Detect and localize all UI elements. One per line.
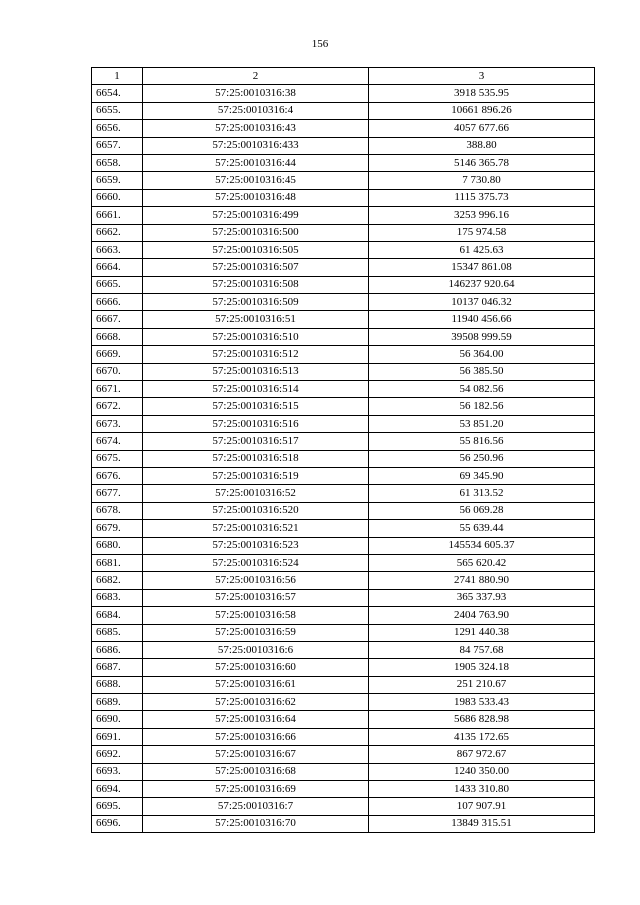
row-number-cell: 6673. xyxy=(92,415,143,432)
table-row xyxy=(92,694,595,711)
table-row xyxy=(92,554,595,571)
cadastral-number-cell: 57:25:0010316:4 xyxy=(143,102,369,119)
row-number-cell: 6680. xyxy=(92,537,143,554)
value-cell: 565 620.42 xyxy=(369,554,595,571)
value-cell: 1291 440.38 xyxy=(369,624,595,641)
table-row xyxy=(92,502,595,519)
column-header-3: 3 xyxy=(369,68,595,85)
value-cell: 146237 920.64 xyxy=(369,276,595,293)
row-number-cell: 6682. xyxy=(92,572,143,589)
cadastral-number-cell: 57:25:0010316:516 xyxy=(143,415,369,432)
cadastral-number-cell: 57:25:0010316:513 xyxy=(143,363,369,380)
value-cell: 69 345.90 xyxy=(369,467,595,484)
value-cell: 1905 324.18 xyxy=(369,659,595,676)
header-row xyxy=(92,68,595,85)
row-number-cell: 6694. xyxy=(92,781,143,798)
value-cell: 251 210.67 xyxy=(369,676,595,693)
table-row xyxy=(92,589,595,606)
table-row xyxy=(92,259,595,276)
cadastral-number-cell: 57:25:0010316:433 xyxy=(143,137,369,154)
cadastral-number-cell: 57:25:0010316:515 xyxy=(143,398,369,415)
cadastral-number-cell: 57:25:0010316:69 xyxy=(143,781,369,798)
table-row xyxy=(92,433,595,450)
cadastral-number-cell: 57:25:0010316:45 xyxy=(143,172,369,189)
row-number-cell: 6676. xyxy=(92,467,143,484)
row-number-cell: 6661. xyxy=(92,207,143,224)
column-header-2: 2 xyxy=(143,68,369,85)
value-cell: 53 851.20 xyxy=(369,415,595,432)
table-row xyxy=(92,624,595,641)
value-cell: 107 907.91 xyxy=(369,798,595,815)
table-row xyxy=(92,137,595,154)
row-number-cell: 6674. xyxy=(92,433,143,450)
table-row xyxy=(92,85,595,102)
row-number-cell: 6664. xyxy=(92,259,143,276)
cadastral-number-cell: 57:25:0010316:61 xyxy=(143,676,369,693)
row-number-cell: 6665. xyxy=(92,276,143,293)
table-row xyxy=(92,520,595,537)
value-cell: 15347 861.08 xyxy=(369,259,595,276)
row-number-cell: 6677. xyxy=(92,485,143,502)
table-row xyxy=(92,815,595,832)
value-cell: 4057 677.66 xyxy=(369,120,595,137)
value-cell: 56 364.00 xyxy=(369,346,595,363)
column-header-1: 1 xyxy=(92,68,143,85)
value-cell: 56 069.28 xyxy=(369,502,595,519)
value-cell: 56 250.96 xyxy=(369,450,595,467)
table-row xyxy=(92,276,595,293)
row-number-cell: 6692. xyxy=(92,746,143,763)
row-number-cell: 6658. xyxy=(92,154,143,171)
row-number-cell: 6678. xyxy=(92,502,143,519)
value-cell: 145534 605.37 xyxy=(369,537,595,554)
value-cell: 13849 315.51 xyxy=(369,815,595,832)
table-row xyxy=(92,311,595,328)
value-cell: 867 972.67 xyxy=(369,746,595,763)
cadastral-number-cell: 57:25:0010316:508 xyxy=(143,276,369,293)
row-number-cell: 6667. xyxy=(92,311,143,328)
value-cell: 7 730.80 xyxy=(369,172,595,189)
row-number-cell: 6695. xyxy=(92,798,143,815)
cadastral-number-cell: 57:25:0010316:519 xyxy=(143,467,369,484)
value-cell: 56 385.50 xyxy=(369,363,595,380)
table-row xyxy=(92,346,595,363)
row-number-cell: 6687. xyxy=(92,659,143,676)
value-cell: 10661 896.26 xyxy=(369,102,595,119)
value-cell: 388.80 xyxy=(369,137,595,154)
cadastral-number-cell: 57:25:0010316:43 xyxy=(143,120,369,137)
cadastral-number-cell: 57:25:0010316:521 xyxy=(143,520,369,537)
value-cell: 1240 350.00 xyxy=(369,763,595,780)
value-cell: 61 425.63 xyxy=(369,241,595,258)
value-cell: 3918 535.95 xyxy=(369,85,595,102)
row-number-cell: 6660. xyxy=(92,189,143,206)
value-cell: 10137 046.32 xyxy=(369,294,595,311)
row-number-cell: 6656. xyxy=(92,120,143,137)
cadastral-number-cell: 57:25:0010316:514 xyxy=(143,381,369,398)
table-row xyxy=(92,207,595,224)
value-cell: 5686 828.98 xyxy=(369,711,595,728)
row-number-cell: 6654. xyxy=(92,85,143,102)
row-number-cell: 6666. xyxy=(92,294,143,311)
table-row xyxy=(92,467,595,484)
table-row xyxy=(92,224,595,241)
page-number: 156 xyxy=(311,38,329,50)
cadastral-number-cell: 57:25:0010316:70 xyxy=(143,815,369,832)
table-row xyxy=(92,728,595,745)
table-row xyxy=(92,763,595,780)
value-cell: 365 337.93 xyxy=(369,589,595,606)
table-row xyxy=(92,537,595,554)
row-number-cell: 6689. xyxy=(92,694,143,711)
row-number-cell: 6679. xyxy=(92,520,143,537)
cadastral-number-cell: 57:25:0010316:507 xyxy=(143,259,369,276)
cadastral-number-cell: 57:25:0010316:64 xyxy=(143,711,369,728)
row-number-cell: 6683. xyxy=(92,589,143,606)
cadastral-number-cell: 57:25:0010316:7 xyxy=(143,798,369,815)
table-row xyxy=(92,328,595,345)
cadastral-number-cell: 57:25:0010316:68 xyxy=(143,763,369,780)
value-cell: 55 816.56 xyxy=(369,433,595,450)
cadastral-number-cell: 57:25:0010316:505 xyxy=(143,241,369,258)
value-cell: 61 313.52 xyxy=(369,485,595,502)
cadastral-number-cell: 57:25:0010316:51 xyxy=(143,311,369,328)
value-cell: 3253 996.16 xyxy=(369,207,595,224)
cadastral-number-cell: 57:25:0010316:499 xyxy=(143,207,369,224)
cadastral-number-cell: 57:25:0010316:58 xyxy=(143,607,369,624)
table-body xyxy=(92,85,595,833)
row-number-cell: 6693. xyxy=(92,763,143,780)
cadastral-number-cell: 57:25:0010316:520 xyxy=(143,502,369,519)
row-number-cell: 6675. xyxy=(92,450,143,467)
row-number-cell: 6662. xyxy=(92,224,143,241)
row-number-cell: 6671. xyxy=(92,381,143,398)
row-number-cell: 6655. xyxy=(92,102,143,119)
cadastral-number-cell: 57:25:0010316:52 xyxy=(143,485,369,502)
table-row xyxy=(92,381,595,398)
value-cell: 5146 365.78 xyxy=(369,154,595,171)
table-row xyxy=(92,781,595,798)
table-row xyxy=(92,746,595,763)
cadastral-number-cell: 57:25:0010316:509 xyxy=(143,294,369,311)
row-number-cell: 6684. xyxy=(92,607,143,624)
cadastral-number-cell: 57:25:0010316:523 xyxy=(143,537,369,554)
table-row xyxy=(92,189,595,206)
cadastral-number-cell: 57:25:0010316:62 xyxy=(143,694,369,711)
row-number-cell: 6688. xyxy=(92,676,143,693)
row-number-cell: 6659. xyxy=(92,172,143,189)
cadastral-number-cell: 57:25:0010316:67 xyxy=(143,746,369,763)
table-row xyxy=(92,798,595,815)
cadastral-number-cell: 57:25:0010316:60 xyxy=(143,659,369,676)
value-cell: 56 182.56 xyxy=(369,398,595,415)
table-row xyxy=(92,241,595,258)
table-row xyxy=(92,659,595,676)
cadastral-number-cell: 57:25:0010316:512 xyxy=(143,346,369,363)
value-cell: 84 757.68 xyxy=(369,641,595,658)
table-row xyxy=(92,172,595,189)
table-row xyxy=(92,607,595,624)
row-number-cell: 6668. xyxy=(92,328,143,345)
cadastral-number-cell: 57:25:0010316:500 xyxy=(143,224,369,241)
cadastral-number-cell: 57:25:0010316:518 xyxy=(143,450,369,467)
row-number-cell: 6672. xyxy=(92,398,143,415)
cadastral-number-cell: 57:25:0010316:6 xyxy=(143,641,369,658)
cadastral-number-cell: 57:25:0010316:57 xyxy=(143,589,369,606)
table-row xyxy=(92,641,595,658)
table-row xyxy=(92,294,595,311)
cadastral-number-cell: 57:25:0010316:517 xyxy=(143,433,369,450)
row-number-cell: 6657. xyxy=(92,137,143,154)
row-number-cell: 6685. xyxy=(92,624,143,641)
row-number-cell: 6696. xyxy=(92,815,143,832)
table-row xyxy=(92,711,595,728)
value-cell: 4135 172.65 xyxy=(369,728,595,745)
value-cell: 39508 999.59 xyxy=(369,328,595,345)
table-row xyxy=(92,120,595,137)
row-number-cell: 6690. xyxy=(92,711,143,728)
value-cell: 2404 763.90 xyxy=(369,607,595,624)
value-cell: 1983 533.43 xyxy=(369,694,595,711)
table-row xyxy=(92,102,595,119)
row-number-cell: 6670. xyxy=(92,363,143,380)
row-number-cell: 6663. xyxy=(92,241,143,258)
cadastral-number-cell: 57:25:0010316:59 xyxy=(143,624,369,641)
cadastral-number-cell: 57:25:0010316:44 xyxy=(143,154,369,171)
row-number-cell: 6686. xyxy=(92,641,143,658)
data-table xyxy=(91,67,595,833)
table-row xyxy=(92,154,595,171)
value-cell: 54 082.56 xyxy=(369,381,595,398)
row-number-cell: 6681. xyxy=(92,554,143,571)
value-cell: 175 974.58 xyxy=(369,224,595,241)
value-cell: 55 639.44 xyxy=(369,520,595,537)
table-row xyxy=(92,363,595,380)
value-cell: 2741 880.90 xyxy=(369,572,595,589)
cadastral-number-cell: 57:25:0010316:66 xyxy=(143,728,369,745)
cadastral-number-cell: 57:25:0010316:56 xyxy=(143,572,369,589)
table-row xyxy=(92,676,595,693)
table-row xyxy=(92,450,595,467)
value-cell: 11940 456.66 xyxy=(369,311,595,328)
row-number-cell: 6669. xyxy=(92,346,143,363)
table-row xyxy=(92,415,595,432)
value-cell: 1115 375.73 xyxy=(369,189,595,206)
cadastral-number-cell: 57:25:0010316:38 xyxy=(143,85,369,102)
cadastral-number-cell: 57:25:0010316:510 xyxy=(143,328,369,345)
cadastral-number-cell: 57:25:0010316:524 xyxy=(143,554,369,571)
table-row xyxy=(92,398,595,415)
table-row xyxy=(92,485,595,502)
value-cell: 1433 310.80 xyxy=(369,781,595,798)
cadastral-number-cell: 57:25:0010316:48 xyxy=(143,189,369,206)
row-number-cell: 6691. xyxy=(92,728,143,745)
table-row xyxy=(92,572,595,589)
